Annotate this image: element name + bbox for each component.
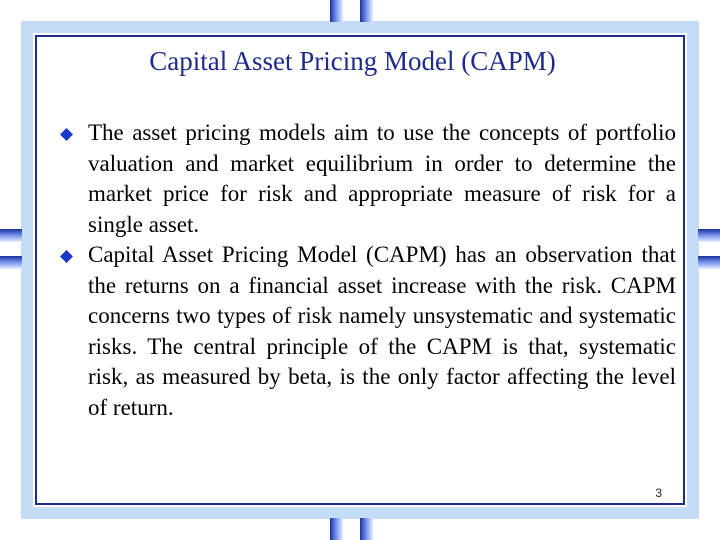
frame-tab-right-lower — [698, 256, 720, 269]
frame-tab-left-upper — [0, 229, 22, 242]
diamond-bullet-icon — [60, 250, 73, 263]
bullet-item — [58, 118, 676, 240]
slide-title: Capital Asset Pricing Model (CAPM) — [149, 46, 556, 76]
frame-tab-left-lower — [0, 256, 22, 269]
frame-tab-top-left — [330, 0, 343, 22]
bullet-list — [58, 118, 676, 423]
page-number: 3 — [655, 486, 662, 500]
frame-tab-bottom-right — [360, 518, 373, 540]
frame-tab-bottom-left — [330, 518, 343, 540]
frame-tab-top-right — [360, 0, 373, 22]
bullet-text: The asset pricing models aim to use the concepts of portfolio valuation and market equilibrium in order to determine the market price for risk and appropriate measure of risk for a single asset. — [88, 120, 676, 237]
bullet-text: Capital Asset Pricing Model (CAPM) has an observation that the returns on a financial asset increase with the risk. CAPM concerns two types of risk namely unsystematic and systematic risks. The central principle of the CAPM is that, systematic risk, as measured by beta, is the only factor affecting the level of return. — [88, 242, 676, 420]
diamond-bullet-icon — [60, 128, 73, 141]
frame-tab-right-upper — [698, 229, 720, 242]
bullet-item — [58, 240, 676, 423]
